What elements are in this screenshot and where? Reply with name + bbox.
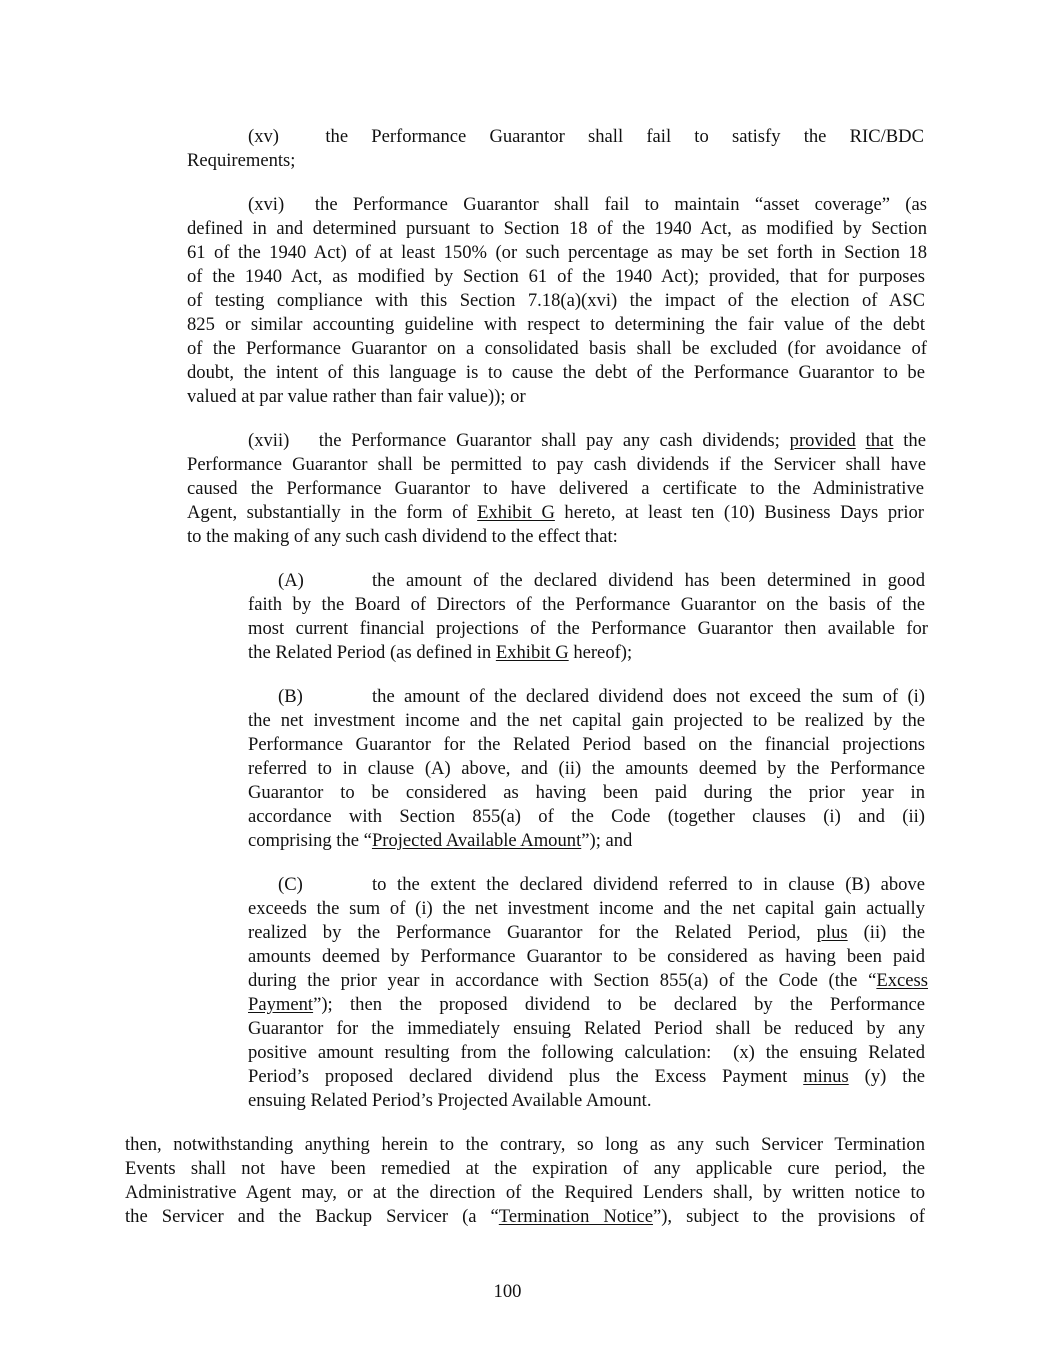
- text-line: valued at par value rather than fair value)); or: [187, 386, 526, 407]
- text-line: doubt, the intent of this language is to cause the debt of the Performance Guarantor to be: [187, 362, 925, 383]
- text-line: [125, 1205, 925, 1229]
- text-line: [248, 829, 925, 853]
- text-line: accordance with Section 855(a) of the Code (together clauses (i) and (ii): [248, 806, 925, 827]
- text-line: the net investment income and the net capital gain projected to be realized by the: [248, 710, 925, 731]
- text-line: [248, 429, 926, 453]
- text-line: positive amount resulting from the following calculation: (x) the ensuing Related: [248, 1042, 925, 1063]
- text-line: [248, 641, 928, 665]
- defined-term-that: that: [865, 430, 894, 451]
- clause-label: (B): [278, 686, 303, 707]
- text-run: realized by the Performance Guarantor for the Related Period,: [248, 922, 817, 943]
- defined-term-provided: provided: [789, 430, 856, 451]
- text-run: the Related Period (as defined in: [248, 642, 496, 663]
- text-line: Administrative Agent may, or at the direction of the Required Lenders shall, by written notice to: [125, 1182, 925, 1203]
- text-line: Events shall not have been remedied at the expiration of any applicable cure period, the: [125, 1158, 925, 1179]
- text-run: during the prior year in accordance with Section 855(a) of the Code (the “: [248, 970, 877, 991]
- term-minus: minus: [803, 1066, 849, 1087]
- text-line: then, notwithstanding anything herein to the contrary, so long as any such Servicer Termination: [125, 1134, 925, 1155]
- clause-label: (C): [278, 874, 303, 895]
- text-line: exceeds the sum of (i) the net investment income and the net capital gain actually: [248, 898, 925, 919]
- text-line: to the making of any such cash dividend to the effect that:: [187, 526, 618, 547]
- page-number: 100: [493, 1281, 522, 1302]
- text-line: Guarantor to be considered as having been paid during the prior year in: [248, 782, 925, 803]
- text-line: referred to in clause (A) above, and (ii) the amounts deemed by the Performance: [248, 758, 925, 779]
- text-line: the amount of the declared dividend does not exceed the sum of (i): [372, 686, 925, 707]
- exhibit-g-reference: Exhibit G: [477, 502, 555, 523]
- text-line: amounts deemed by Performance Guarantor to be considered as having been paid: [248, 946, 925, 967]
- text-line: (xvi) the Performance Guarantor shall fail to maintain “asset coverage” (as: [248, 194, 927, 215]
- text-line: Requirements;: [187, 150, 296, 171]
- text-line: [248, 1065, 925, 1089]
- text-run: ”); then the proposed dividend to be declared by the Performance: [313, 994, 925, 1015]
- text-run: the Servicer and the Backup Servicer (a “: [125, 1206, 499, 1227]
- text-run: (ii) the: [847, 922, 925, 943]
- defined-term-projected-available-amount: Projected Available Amount: [371, 830, 582, 851]
- text-line: defined in and determined pursuant to Section 18 of the 1940 Act, as modified by Section: [187, 218, 927, 239]
- text-line: faith by the Board of Directors of the Performance Guarantor on the basis of the: [248, 594, 925, 615]
- text-line: most current financial projections of the Performance Guarantor then available for: [248, 618, 928, 639]
- defined-term-termination-notice: Termination Notice: [498, 1206, 653, 1227]
- text-line: the amount of the declared dividend has been determined in good: [372, 570, 925, 591]
- text-run: Agent, substantially in the form of: [187, 502, 478, 523]
- text-line: caused the Performance Guarantor to have delivered a certificate to the Administrative: [187, 478, 924, 499]
- text-line: [248, 921, 925, 945]
- text-run: ”), subject to the provisions of: [652, 1206, 925, 1227]
- text-run: the: [893, 430, 926, 451]
- text-run: (y) the: [848, 1066, 925, 1087]
- text-line: Performance Guarantor shall be permitted to pay cash dividends if the Servicer shall have: [187, 454, 926, 475]
- text-line: Performance Guarantor for the Related Period based on the financial projections: [248, 734, 925, 755]
- text-run: ”); and: [581, 830, 633, 851]
- text-run: comprising the “: [248, 830, 372, 851]
- text-run: [856, 430, 866, 451]
- text-line: [248, 969, 928, 993]
- text-run: Period’s proposed declared dividend plus the Excess Payment: [248, 1066, 804, 1087]
- text-line: [248, 993, 925, 1017]
- text-line: (xv) the Performance Guarantor shall fail to satisfy the RIC/BDC: [248, 126, 924, 147]
- text-run: hereto, at least ten (10) Business Days prior: [554, 502, 924, 523]
- clause-label: (A): [278, 570, 304, 591]
- text-line: of the Performance Guarantor on a consolidated basis shall be excluded (for avoidance of: [187, 338, 927, 359]
- text-line: ensuing Related Period’s Projected Available Amount.: [248, 1090, 652, 1111]
- text-line: [187, 501, 924, 525]
- text-line: Guarantor for the immediately ensuing Related Period shall be reduced by any: [248, 1018, 925, 1039]
- term-plus: plus: [816, 922, 848, 943]
- text-run: hereof);: [568, 642, 633, 663]
- defined-term-excess-payment: Excess: [876, 970, 928, 991]
- text-line: 825 or similar accounting guideline with respect to determining the fair value of the debt: [187, 314, 925, 335]
- defined-term-excess-payment: Payment: [248, 994, 314, 1015]
- text-run: (xvii) the Performance Guarantor shall pay any cash dividends;: [248, 430, 790, 451]
- text-line: to the extent the declared dividend referred to in clause (B) above: [372, 874, 925, 895]
- exhibit-g-reference: Exhibit G: [495, 642, 569, 663]
- text-line: of testing compliance with this Section 7.18(a)(xvi) the impact of the election of ASC: [187, 290, 925, 311]
- text-line: of the 1940 Act, as modified by Section 61 of the 1940 Act); provided, that for purposes: [187, 266, 925, 287]
- text-line: 61 of the 1940 Act) of at least 150% (or such percentage as may be set forth in Section 18: [187, 242, 927, 263]
